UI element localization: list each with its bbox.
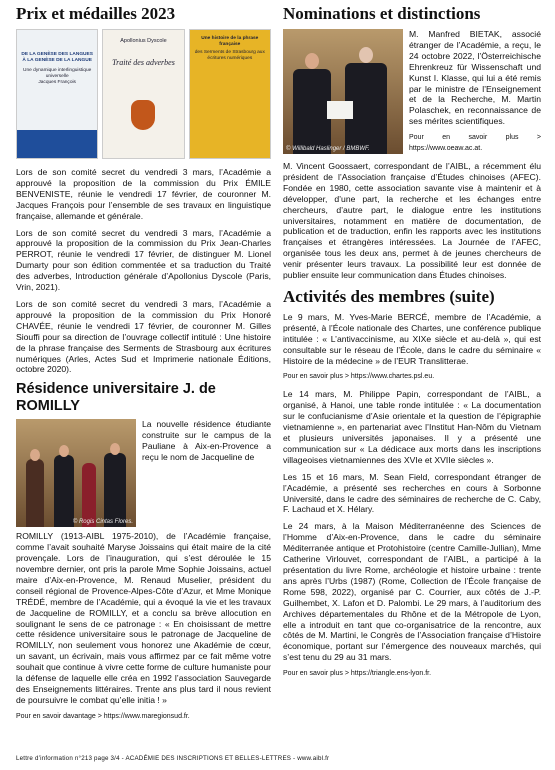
nominations-heading: Nominations et distinctions	[283, 4, 481, 23]
bietak-text: M. Manfred BIETAK, associé étranger de l’Académie, a reçu, le 24 octobre 2022, l’Österreichische Ehrenkreuz für Wissenschaft und Kunst I. Klasse, qui lui a été remis par le ministre de l’Enseignement et de la Recherche, M. Martin Polaschek, en reconnaissance de ses mérites scientifiques.	[409, 29, 541, 127]
berce-link[interactable]: Pour en savoir plus > https://www.chartes.psl.eu.	[283, 373, 435, 381]
photo-caption: © Willibald Haslinger / BMBWF.	[286, 146, 370, 152]
field-text: Les 15 et 16 mars, M. Sean Field, correspondant étranger de l’Académie, a présenté ses recherches en cours à Sorbonne Université, dans le cadre des séminaires de recherche de C. Caby, F. Lachaud et X. Hélary.	[283, 471, 541, 515]
goossaert-text: M. Vincent Goossaert, correspondant de l’AIBL, a récemment élu président de l’Association française d’Études chinoises (AFEC). Fondée en 1980, cette association savante vise à maintenir et à développer, d’une part, la recherche et les échanges entre chercheurs, d’autre part, le dialogue entre les institutions universitaires, notamment en matière de documentation, de publication et de traduction, enfin les rapports avec les institutions françaises et étrangères intéressées. La Journée de l’AFEC, organisée tous les deux ans, permet à de jeunes chercheurs de venir présenter leurs travaux. La possibilité leur est donnée de publier ensuite leur communication dans Études chinoises.	[283, 160, 541, 281]
award-photo	[283, 29, 403, 154]
page-footer: Lettre d’information n°213 page 3/4 - ACADÉMIE DES INSCRIPTIONS ET BELLES-LETTRES - www.aibl.fr	[16, 755, 330, 762]
book-cover-siouffi	[189, 29, 271, 159]
berce-text: Le 9 mars, M. Yves-Marie BERCÉ, membre de l’Académie, a présenté, à l’École nationale des Chartes, une conférence publique intitulée : « L’antivaccinisme, au XIXe siècle et au-delà », qui est consultable sur le réseau de l’École, dans le cadre du séminaire « Histoire de la médecine » de l’EUR Translitterae.	[283, 311, 541, 366]
inauguration-photo	[16, 419, 136, 527]
person-figure	[26, 459, 44, 527]
person-figure	[104, 453, 126, 527]
left-column	[16, 0, 271, 729]
book1-subtitle: Une dynamique interlinguistique universelle	[23, 68, 92, 79]
papin-text: Le 14 mars, M. Philippe Papin, correspondant de l’AIBL, a organisé, à Hanoi, une table ronde intitulée : « La documentation sur le confucianisme d’Asie orientale et la question de l’épigraphie vietnamienne », en partenariat avec l’Institut Han-Nôm du Vietnam et plusieurs universités japonaises. Il y a présenté une communication sur « La dédicace aux morts dans les inscriptions villageoises vietnamiennes des XVIe et XVIIe siècles ».	[283, 389, 541, 465]
bietak-block	[283, 29, 541, 161]
person-head	[359, 47, 373, 63]
person-figure	[54, 455, 74, 527]
book2-author: Apollonius Dyscole	[120, 38, 167, 44]
bietak-link[interactable]: Pour en savoir plus > https://www.oeaw.ac.at.	[409, 134, 541, 153]
person-head	[305, 53, 319, 69]
vase-illustration	[131, 100, 155, 130]
book3-title: Une histoire de la phrase française	[201, 36, 259, 47]
book1-title: DE LA GENÈSE DES LANGUES À LA GENÈSE DE LA LANGUE	[21, 52, 93, 63]
banner-figure	[82, 463, 96, 527]
residence-text: ROMILLY (1913-AIBL 1975-2010), de l’Académie française, comme l’avait souhaité Maryse Joissains qui était maire de la cité provençale. Lors de l’inauguration, qui s’est déroulée le 15 novembre dernier, ont pris la parole Mme Sophie Joissains, actuel maire d’Aix-en-Provence, M. Renaud Muselier, président du conseil régional de Provence-Alpes-Côte d’Azur, et Mme Monique TRÉDÉ, membre de l’Académie, qui a évoqué la vie et les travaux de Jacqueline de ROMILLY, et a conclu sa brève allocution en soulignant le sens de ce patronage : « En choisissant de mettre cette résidence universitaire sous le patronage de Jacqueline de ROMILLY, non seulement vous honorez une Akadémie de cœur, un savant, un écrivain, mais vous affirmez par ce fait même votre souhait que continue à vivre cette forme de culture humaniste pour la défense de laquelle elle créa en 1992 l’association Sauvegarde des Enseignements littéraires. Trente ans plus tard il nous revient de poursuivre le combat qu’elle initia ! »	[16, 531, 271, 705]
residence-block	[16, 419, 271, 531]
residence-link[interactable]: Pour en savoir davantage > https://www.maregionsud.fr.	[16, 712, 190, 720]
prize-perrot-text: Lors de son comité secret du vendredi 3 mars, l’Académie a approuvé la proposition de la commission du Prix Jean-Charles PERROT, réunie le vendredi 17 février, de distinguer M. Lionel Dumarty pour son édition commentée et sa traduction du Traité des adverbes, Introduction générale d’Apollonius Dyscole (Paris, Vrin, 2021).	[16, 227, 271, 293]
book-cover-dyscole	[102, 29, 184, 159]
activities-heading: Activités des membres (suite)	[283, 286, 495, 306]
book-covers	[16, 29, 271, 159]
virlouvet-link[interactable]: Pour en savoir plus > https://triangle.ens-lyon.fr.	[283, 670, 432, 678]
right-column	[283, 0, 541, 686]
book3-subtitle: des Serments de Strasbourg aux écritures numériques	[194, 50, 265, 61]
book2-title: Traité des adverbes	[112, 58, 175, 67]
book-cover-francois	[16, 29, 98, 159]
prize-benveniste-text: Lors de son comité secret du vendredi 3 mars, l’Académie a approuvé la proposition de la commission du Prix ÉMILE BENVENISTE, réunie le vendredi 17 février, de couronner M. Jacques François pour l’ensemble de ses travaux en linguistique française, allemande et générale.	[16, 167, 271, 221]
virlouvet-text: Le 24 mars, à la Maison Méditerranéenne des Sciences de l’Homme d’Aix-en-Provence, dans le cadre du séminaire Méditerranée antique et Protohistoire (centre Camille-Jullian), Mme Catherine Virlouvet, correspondant de l’AIBL, a participé à la présentation du livre Rome, archéologie et histoire urbaine : trente ans après l’Urbs (1987) (Rome, Collection de l’École française de Rome 598, 2022), organisé par C. Courrier, aux côtés de J.-P. Guilhembet, X. Lafon et D. Palombi. Le 29 mars, à l’auditorium des Archives départementales du Rhône et de la Métropole de Lyon, elle a introduit en tant que co-organisatrice de la rencontre, aux côtés de M. Martini, le Congrès de l’Association française d’Histoire économique, portant sur l’émergence des nouveaux marchés, qui s’est tenu du 29 au 31 mars.	[283, 521, 541, 663]
photo-caption: © Rogis Cintas Flores.	[72, 519, 133, 526]
residence-intro: La nouvelle résidence étudiante construite sur le campus de la Pauliane à Aix-en-Provence a reçu le nom de Jacqueline de	[142, 419, 271, 463]
certificate	[327, 101, 353, 119]
prizes-heading: Prix et médailles 2023	[16, 4, 176, 23]
person-figure	[293, 69, 331, 154]
residence-heading: Résidence universitaire J. de ROMILLY	[16, 381, 216, 415]
prize-chavee-text: Lors de son comité secret du vendredi 3 mars, l’Académie a approuvé la proposition de la commission du Prix Honoré CHAVÉE, réunie le vendredi 17 février, de couronner M. Gilles Siouffi pour sa direction de l’ouvrage collectif intitulé : Une histoire de la phrase française des Serments de Strasbourg aux écritures numériques (Arles, Actes Sud et Imprimerie nationale Éditions, octobre 2020).	[16, 298, 271, 375]
book1-band	[17, 130, 97, 158]
book1-author: Jacques François	[38, 80, 76, 85]
